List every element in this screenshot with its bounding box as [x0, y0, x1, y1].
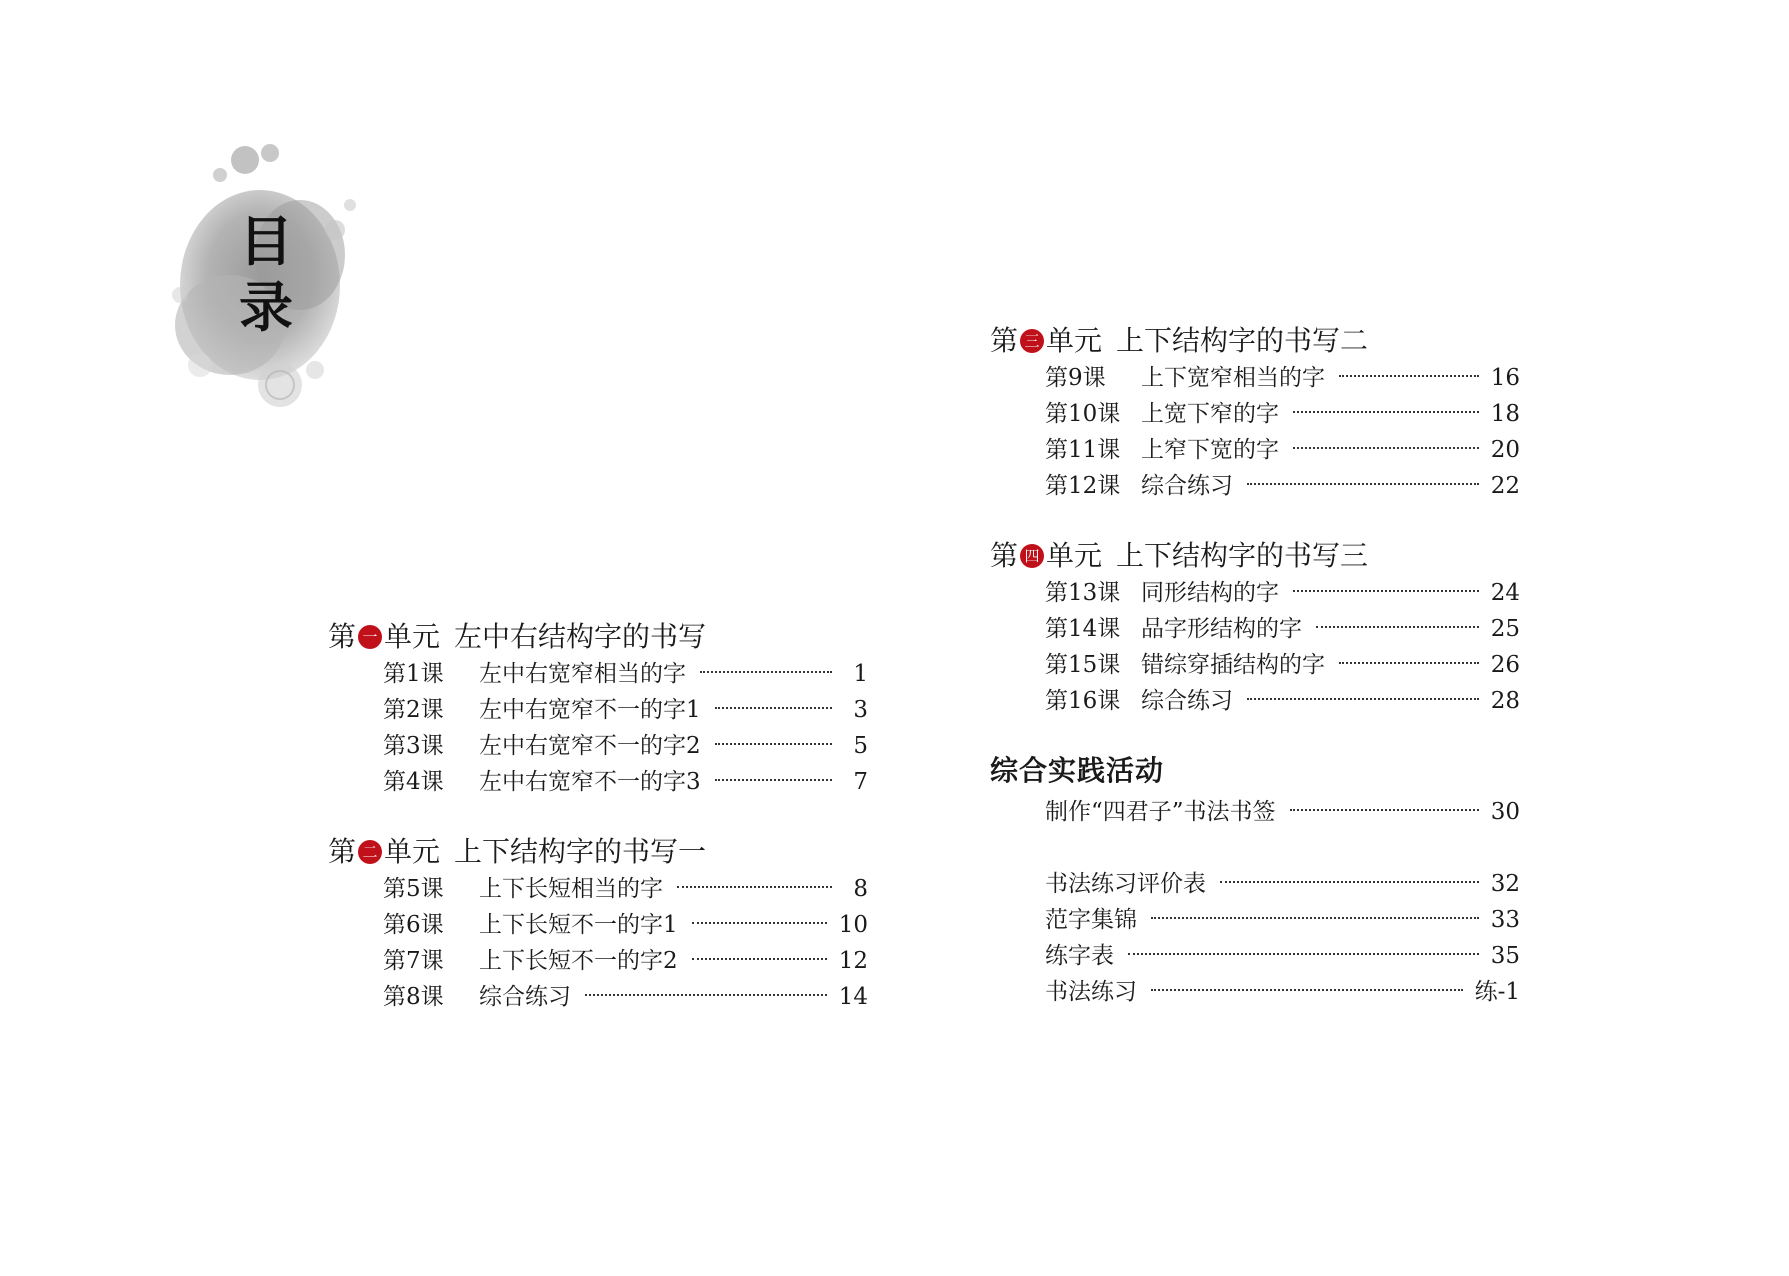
page-number: 20 — [1490, 437, 1520, 463]
lesson-title: 上下长短不一的字2 — [479, 948, 678, 974]
entry-title: 制作“四君子”书法书签 — [1045, 799, 1276, 825]
lesson-number: 第15课 — [1045, 652, 1121, 678]
unit-heading[interactable] — [328, 833, 868, 871]
lesson-number: 第7课 — [383, 948, 444, 974]
unit-2 — [328, 833, 868, 1015]
lesson-number: 第9课 — [1045, 365, 1106, 391]
toc-entry[interactable] — [1045, 794, 1520, 830]
toc-left-column — [328, 618, 868, 1048]
unit-1 — [328, 618, 868, 800]
unit-number-badge: 二 — [358, 840, 382, 864]
lesson-number: 第2课 — [383, 697, 444, 723]
unit-number-badge: 四 — [1020, 544, 1044, 568]
dot-leader — [692, 958, 827, 960]
activity-section — [990, 752, 1520, 1010]
dot-leader — [1247, 483, 1479, 485]
unit-heading[interactable] — [990, 322, 1520, 360]
toc-entry[interactable] — [383, 728, 868, 764]
toc-entry[interactable] — [383, 656, 868, 692]
toc-entry[interactable] — [1045, 938, 1520, 974]
lesson-title: 上宽下窄的字 — [1141, 401, 1279, 427]
page-number: 1 — [853, 661, 868, 687]
unit-prefix: 第 — [990, 539, 1019, 572]
dot-leader — [1151, 989, 1463, 991]
toc-entry[interactable] — [383, 979, 868, 1015]
lesson-number: 第16课 — [1045, 688, 1121, 714]
page-number: 7 — [853, 769, 868, 795]
toc-entry[interactable] — [1045, 902, 1520, 938]
unit-suffix: 单元 — [384, 620, 441, 653]
entry-title: 书法练习评价表 — [1045, 871, 1206, 897]
page-number: 22 — [1490, 473, 1520, 499]
lesson-number: 第6课 — [383, 912, 444, 938]
toc-entry[interactable] — [1045, 432, 1520, 468]
unit-suffix: 单元 — [1046, 324, 1103, 357]
lesson-title: 综合练习 — [1141, 473, 1233, 499]
unit-name: 上下结构字的书写二 — [1116, 324, 1369, 357]
toc-entry[interactable] — [1045, 647, 1520, 683]
unit-4 — [990, 537, 1520, 719]
activity-heading[interactable]: 综合实践活动 — [990, 754, 1165, 787]
toc-entry[interactable] — [1045, 575, 1520, 611]
entry-title: 范字集锦 — [1045, 907, 1137, 933]
toc-entry[interactable] — [1045, 468, 1520, 504]
dot-leader — [715, 743, 832, 745]
page-number: 练-1 — [1474, 979, 1520, 1005]
lesson-number: 第8课 — [383, 984, 444, 1010]
unit-suffix: 单元 — [1046, 539, 1103, 572]
lesson-number: 第1课 — [383, 661, 444, 687]
entry-title: 练字表 — [1045, 943, 1114, 969]
lesson-number: 第11课 — [1045, 437, 1121, 463]
page-number: 12 — [838, 948, 868, 974]
dot-leader — [1293, 411, 1479, 413]
page-number: 18 — [1490, 401, 1520, 427]
dot-leader — [585, 994, 827, 996]
contents-title-char-2: 录 — [239, 275, 293, 339]
lesson-title: 左中右宽窄相当的字 — [479, 661, 686, 687]
unit-3 — [990, 322, 1520, 504]
page-number: 30 — [1490, 799, 1520, 825]
dot-leader — [1293, 447, 1479, 449]
page-number: 25 — [1490, 616, 1520, 642]
lesson-number: 第13课 — [1045, 580, 1121, 606]
lesson-title: 综合练习 — [479, 984, 571, 1010]
dot-leader — [692, 922, 827, 924]
unit-prefix: 第 — [990, 324, 1019, 357]
page-number: 26 — [1490, 652, 1520, 678]
toc-entry[interactable] — [1045, 611, 1520, 647]
appendix-list — [1045, 866, 1520, 1010]
toc-entry[interactable] — [1045, 974, 1520, 1010]
lesson-title: 品字形结构的字 — [1141, 616, 1302, 642]
dot-leader — [1339, 662, 1479, 664]
toc-entry[interactable] — [383, 764, 868, 800]
lesson-number: 第5课 — [383, 876, 444, 902]
toc-entry[interactable] — [383, 692, 868, 728]
page-number: 10 — [838, 912, 868, 938]
unit-name: 上下结构字的书写三 — [1116, 539, 1369, 572]
unit-number-badge: 一 — [358, 625, 382, 649]
page-number: 33 — [1490, 907, 1520, 933]
lesson-title: 同形结构的字 — [1141, 580, 1279, 606]
dot-leader — [1151, 917, 1479, 919]
lesson-number: 第4课 — [383, 769, 444, 795]
dot-leader — [1339, 375, 1479, 377]
page-number: 24 — [1490, 580, 1520, 606]
dot-leader — [1293, 590, 1479, 592]
toc-entry[interactable] — [383, 871, 868, 907]
dot-leader — [1290, 809, 1479, 811]
lesson-title: 左中右宽窄不一的字2 — [479, 733, 701, 759]
lesson-number: 第10课 — [1045, 401, 1121, 427]
page-number: 8 — [853, 876, 868, 902]
lesson-title: 左中右宽窄不一的字3 — [479, 769, 701, 795]
page-number: 32 — [1490, 871, 1520, 897]
page-number: 28 — [1490, 688, 1520, 714]
page-number: 14 — [838, 984, 868, 1010]
dot-leader — [1128, 953, 1479, 955]
page-number: 5 — [853, 733, 868, 759]
toc-entry[interactable] — [1045, 866, 1520, 902]
lesson-title: 上下宽窄相当的字 — [1141, 365, 1325, 391]
toc-right-column — [990, 322, 1520, 1043]
entry-title: 书法练习 — [1045, 979, 1137, 1005]
page-number: 35 — [1490, 943, 1520, 969]
unit-number-badge: 三 — [1020, 329, 1044, 353]
toc-entry[interactable] — [1045, 360, 1520, 396]
dot-leader — [715, 707, 832, 709]
unit-name: 左中右结构字的书写 — [454, 620, 707, 653]
dot-leader — [677, 886, 832, 888]
contents-title — [238, 208, 294, 340]
unit-prefix: 第 — [328, 620, 357, 653]
lesson-title: 综合练习 — [1141, 688, 1233, 714]
dot-leader — [1247, 698, 1479, 700]
lesson-title: 上窄下宽的字 — [1141, 437, 1279, 463]
toc-entry[interactable] — [1045, 683, 1520, 719]
unit-prefix: 第 — [328, 835, 357, 868]
dot-leader — [1316, 626, 1479, 628]
lesson-number: 第14课 — [1045, 616, 1121, 642]
dot-leader — [1220, 881, 1479, 883]
unit-heading[interactable] — [990, 537, 1520, 575]
unit-name: 上下结构字的书写一 — [454, 835, 707, 868]
toc-entry[interactable] — [1045, 396, 1520, 432]
lesson-number: 第12课 — [1045, 473, 1121, 499]
contents-title-char-1: 目 — [239, 209, 293, 273]
lesson-title: 左中右宽窄不一的字1 — [479, 697, 701, 723]
lesson-number: 第3课 — [383, 733, 444, 759]
unit-suffix: 单元 — [384, 835, 441, 868]
lesson-title: 错综穿插结构的字 — [1141, 652, 1325, 678]
toc-entry[interactable] — [383, 943, 868, 979]
page-number: 16 — [1490, 365, 1520, 391]
unit-heading[interactable] — [328, 618, 868, 656]
lesson-title: 上下长短不一的字1 — [479, 912, 678, 938]
dot-leader — [700, 671, 832, 673]
dot-leader — [715, 779, 832, 781]
toc-entry[interactable] — [383, 907, 868, 943]
page-number: 3 — [853, 697, 868, 723]
lesson-title: 上下长短相当的字 — [479, 876, 663, 902]
